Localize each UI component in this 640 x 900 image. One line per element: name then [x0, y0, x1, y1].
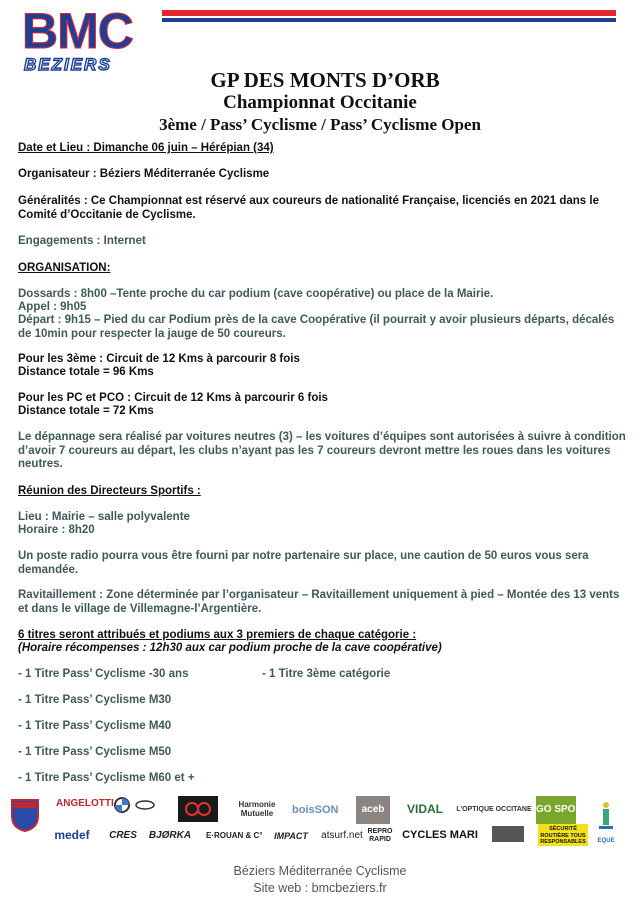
dossards: Dossards : 8h00 –Tente proche du car podium (cave coopérative) ou place de la Mairie.: [18, 288, 494, 300]
sponsor-repro-rapid: REPRO RAPID: [367, 828, 393, 843]
engagements: Engagements : Internet: [18, 235, 146, 247]
sponsor-cycles-mari: CYCLES MARI: [402, 829, 478, 841]
radio-caution: Un poste radio pourra vous être fourni par notre partenaire sur place, une caution de 50 euros vous sera demandée.: [18, 550, 589, 576]
footer-club: Béziers Méditerranée Cyclisme: [233, 864, 407, 878]
sponsor-go-sport: GO SPORT: [536, 796, 576, 824]
sponsor-bjorka: BJØRKA: [148, 830, 192, 841]
titre-item: - 1 Titre Pass’ Cyclisme M60 et +: [18, 772, 195, 784]
svg-text:BMC: BMC: [22, 4, 133, 59]
cycle-logo-icon: [178, 796, 218, 822]
date-lieu: Date et Lieu : Dimanche 06 juin – Hérépian (34): [18, 142, 274, 154]
sponsor-medef: medef: [54, 828, 90, 842]
svg-text:BEZIERS: BEZIERS: [24, 55, 112, 74]
sponsor-aceb: aceb: [356, 796, 390, 824]
troisieme-distance: Distance totale = 96 Kms: [18, 366, 154, 378]
race-categories: 3ème / Pass’ Cyclisme / Pass’ Cyclisme Open: [159, 115, 481, 134]
sponsor-ville-beziers: [8, 798, 42, 834]
sponsor-box-dark: [178, 796, 218, 822]
depart: Départ : 9h15 – Pied du car Podium près de la cave Coopérative (il pourrait y avoir plusieurs départs, décalés de 10min pour respecter la jauge de 50 coureurs.: [18, 314, 615, 340]
titres-heading: 6 titres seront attribués et podiums aux 3 premiers de chaque catégorie :: [18, 629, 417, 641]
reunion-horaire: Horaire : 8h20: [18, 524, 95, 536]
organisation-heading: ORGANISATION:: [18, 262, 111, 274]
depannage: Le dépannage sera réalisé par voitures neutres (3) – les voitures d’équipes sont autorisées à suivre à condition d’avoir 7 coureurs au départ, les clubs n’ayant pas les 7 coureurs devront mettre les roues dans les voitures neutres.: [18, 431, 626, 470]
sponsors-strip: [8, 790, 632, 850]
sponsor-impact: IMPACT: [274, 831, 308, 841]
reunion-lieu: Lieu : Mairie – salle polyvalente: [18, 511, 190, 523]
sponsor-cres: CRES: [109, 830, 137, 841]
pc-distance: Distance totale = 72 Kms: [18, 405, 154, 417]
sponsor-optique-occitane: L’OPTIQUE OCCITANE: [456, 806, 532, 813]
titre-item: - 1 Titre Pass’ Cyclisme M40: [18, 720, 172, 732]
footer-website[interactable]: Site web : bmcbeziers.fr: [253, 881, 387, 895]
header-stripe-blue: [162, 18, 616, 22]
bmw-mini-icon: [112, 796, 156, 814]
sponsor-eque: [594, 800, 618, 844]
titre-item: - 1 Titre Pass’ Cyclisme M50: [18, 746, 172, 758]
sponsor-bmw-mini: [110, 796, 158, 816]
organisateur: Organisateur : Béziers Méditerranée Cyclisme: [18, 168, 270, 180]
sponsor-rouan: E·ROUAN & C°: [206, 831, 263, 840]
page-title: GP DES MONTS D’ORB: [210, 68, 440, 92]
sponsor-harmonie: Harmonie Mutuelle: [238, 800, 276, 818]
sponsor-atsurf: atsurf.net: [321, 830, 363, 841]
ravitaillement: Ravitaillement : Zone déterminée par l’organisateur – Ravitaillement uniquement à pied – Montée des 13 vents et dans le village de Villemagne-l’Argentière.: [18, 589, 620, 615]
reunion-heading: Réunion des Directeurs Sportifs :: [18, 485, 201, 497]
generalites: Généralités : Ce Championnat est réservé aux coureurs de nationalité Française, licenciés en 2021 dans le Comité d’Occitanie de Cyclisme.: [18, 195, 599, 221]
sponsor-securite-routiere: SÉCURITÉ ROUTIÈRE TOUS RESPONSABLES: [538, 824, 588, 846]
sponsor-boisson: boisSON: [292, 804, 339, 816]
bmc-beziers-logo: [20, 4, 162, 74]
titre-item: - 1 Titre Pass’ Cyclisme M30: [18, 694, 172, 706]
sponsor-vidal: VIDAL: [407, 802, 443, 816]
header-stripe-red: [162, 10, 616, 16]
sponsor-box-grey: [492, 826, 524, 842]
beziers-crest-icon: [10, 798, 40, 832]
troisieme-circuit: Pour les 3ème : Circuit de 12 Kms à parcourir 8 fois: [18, 353, 300, 365]
titre-item: - 1 Titre Pass’ Cyclisme -30 ans: [18, 668, 189, 680]
eque-figure-icon: [596, 800, 616, 836]
sponsor-angelotti: ANGELOTTI: [56, 798, 114, 809]
titre-item: - 1 Titre 3ème catégorie: [262, 668, 391, 680]
sponsor-eque-label: EQUE: [597, 838, 615, 844]
page-subtitle: Championnat Occitanie: [223, 92, 417, 113]
appel: Appel : 9h05: [18, 301, 87, 313]
horaire-recompenses: (Horaire récompenses : 12h30 aux car podium proche de la cave coopérative): [18, 642, 442, 654]
pc-circuit: Pour les PC et PCO : Circuit de 12 Kms à parcourir 6 fois: [18, 392, 328, 404]
